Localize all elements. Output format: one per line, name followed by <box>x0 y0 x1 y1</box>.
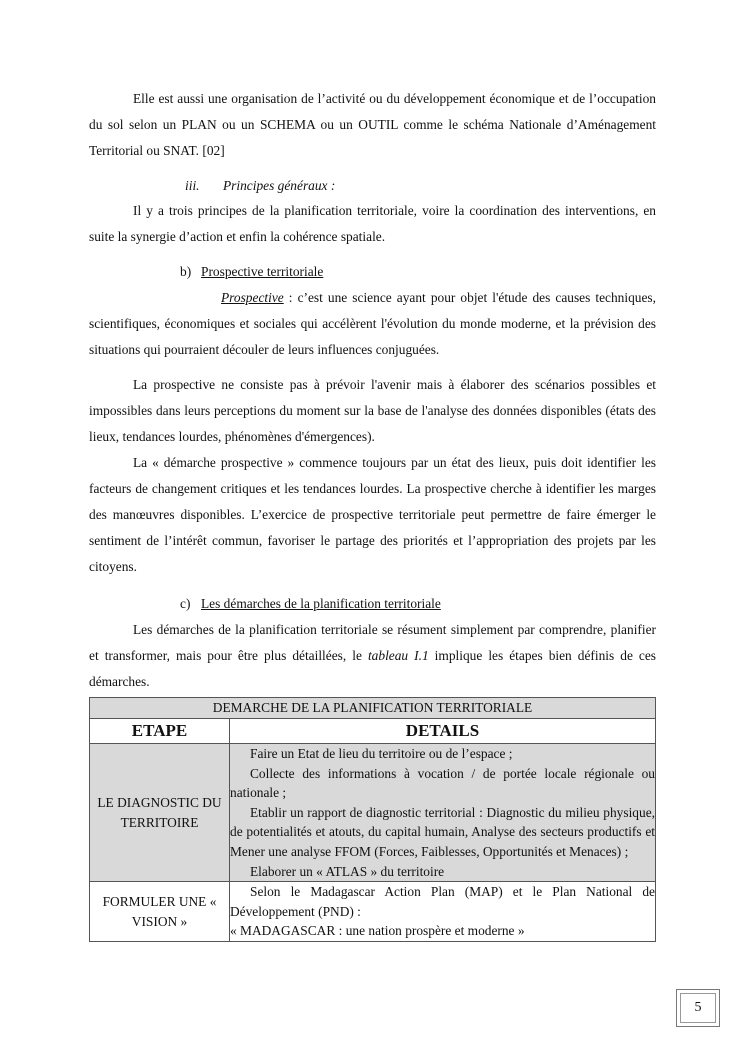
section-title: Les démarches de la planification territoriale <box>201 596 441 611</box>
section-heading-prospective <box>180 262 323 282</box>
paragraph-prospective-scenarios: La prospective ne consiste pas à prévoir l'avenir mais à élaborer des scénarios possibles et impossibles dans leurs perceptions du moment sur la base de l'analyse des données disponibles (états des lieux, tendances lourdes, phénomènes d'émergences). <box>89 377 656 444</box>
section-letter: b) <box>180 264 192 279</box>
section-title: Prospective territoriale <box>201 264 324 279</box>
step-cell: LE DIAGNOSTIC DU TERRITOIRE <box>90 744 230 882</box>
paragraph-principes: Il y a trois principes de la planification territoriale, voire la coordination des interventions, en suite la synergie d’action et enfin la cohérence spatiale. <box>89 203 656 244</box>
paragraph-demarches: Les démarches de la planification territoriale se résument simplement par comprendre, planifier et transformer, mais pour être plus détaillées, le tableau I.1 implique les étapes bien définis de ces démarches. <box>89 622 657 689</box>
section-heading-demarches <box>180 594 441 614</box>
page-number: 5 <box>680 993 716 1023</box>
term-prospective: Prospective <box>221 290 284 305</box>
detail-item: Etablir un rapport de diagnostic territorial : Diagnostic du milieu physique, de potentialités et atouts, du capital humain, Analyse des secteurs productifs et Mener une analyse FFOM (Forces, Faiblesses, Opportunités et Menaces) ; <box>230 804 655 859</box>
detail-item: Faire un Etat de lieu du territoire ou de l’espace ; <box>250 746 513 761</box>
section-letter: c) <box>180 596 191 611</box>
paragraph-demarche-prospective: La « démarche prospective » commence toujours par un état des lieux, puis doit identifier les facteurs de changement critiques et les tendances lourdes. La prospective cherche à identifier les marges des manœuvres disponibles. L’exercice de prospective territoriale peut permettre de faire émerger le sentiment de l’intérêt commun, favoriser le partage des priorités et l’appropriation des projets par les citoyens. <box>89 455 656 574</box>
table-title: DEMARCHE DE LA PLANIFICATION TERRITORIALE <box>90 698 656 719</box>
subheading-number: iii. <box>185 178 200 193</box>
table-row <box>90 744 656 882</box>
column-header-step: ETAPE <box>90 719 230 744</box>
page-number-box <box>676 989 720 1027</box>
definition-text: : c’est une science ayant pour objet l'étude des causes techniques, scientifiques, économiques et sociales qui accélèrent l'évolution du monde moderne, et la prévision des situations qui pourraient découler de leurs influences conjuguées. <box>89 290 656 357</box>
detail-item: « MADAGASCAR : une nation prospère et moderne » <box>230 923 525 939</box>
detail-item: Collecte des informations à vocation / de portée locale régionale ou nationale ; <box>230 765 655 801</box>
subheading-title: Principes généraux : <box>223 178 336 193</box>
paragraph-snat: Elle est aussi une organisation de l’activité ou du développement économique et de l’occupation du sol selon un PLAN ou un SCHEMA ou un OUTIL comme le schéma Nationale d’Aménagement Territorial ou SNAT. [02] <box>89 91 656 158</box>
paragraph-prospective-definition <box>89 285 656 363</box>
detail-item: Selon le Madagascar Action Plan (MAP) et le Plan National de Développement (PND) : <box>230 884 655 919</box>
detail-item: Elaborer un « ATLAS » du territoire <box>250 863 445 879</box>
details-cell <box>230 744 656 882</box>
table-reference: tableau I.1 <box>367 648 429 663</box>
subheading-principes <box>185 176 335 196</box>
planning-table <box>89 697 656 942</box>
table-row <box>90 882 656 942</box>
details-cell <box>230 882 656 942</box>
step-cell: FORMULER UNE « VISION » <box>90 882 230 942</box>
column-header-details: DETAILS <box>230 719 656 744</box>
